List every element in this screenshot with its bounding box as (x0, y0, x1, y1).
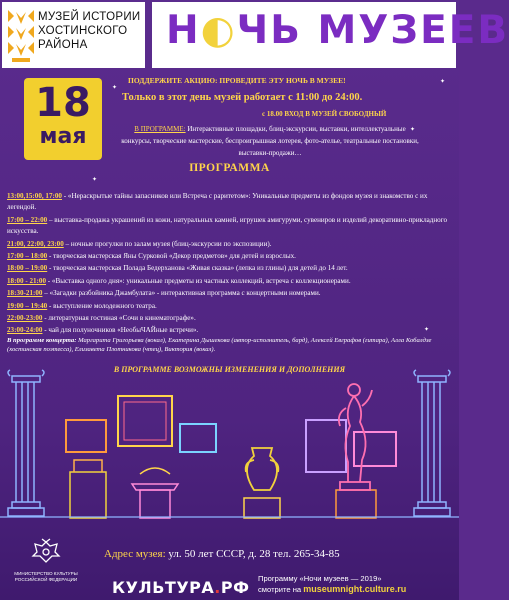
star-icon: ✦ (92, 177, 98, 183)
address-label: Адрес музея: (104, 548, 166, 560)
museum-illustration (0, 376, 459, 546)
kultura-logo (112, 578, 249, 597)
ministry-name: МИНИСТЕРСТВО КУЛЬТУРЫ РОССИЙСКОЙ ФЕДЕРАЦИИ (14, 571, 78, 582)
museum-logo (2, 2, 145, 68)
museum-night-prefix: смотрите на (258, 585, 304, 594)
schedule-item (7, 263, 457, 274)
star-icon: ✦ (112, 85, 118, 91)
schedule-time: 19:00 – 19:40 (7, 301, 48, 310)
schedule-text: - выступление молодежного театра. (47, 301, 157, 310)
free-entry-note: с 18.00 ВХОД В МУЗЕЙ СВОБОДНЫЙ (262, 110, 387, 118)
concert-lineup (7, 336, 455, 354)
address-text: ул. 50 лет СССР, д. 28 тел. 265-34-85 (165, 548, 340, 560)
exhibit-stands (70, 460, 376, 518)
museum-logo-icon (8, 10, 34, 62)
concert-label: В программе концерта: (7, 337, 77, 344)
schedule-time: 23:00-24:00 (7, 326, 43, 335)
schedule-text: – ночные прогулки по залам музея (блиц-экскурсии по экспозиции). (63, 239, 272, 248)
ministry-logo (6, 538, 86, 582)
schedule-item (7, 251, 457, 262)
program-intro (120, 123, 420, 159)
museum-name-line: ХОСТИНСКОГО (38, 25, 128, 37)
schedule-item (7, 288, 457, 299)
kultura-rf: РФ (220, 578, 250, 597)
schedule-text: - литературная гостиная «Сочи в кинематографе». (42, 314, 196, 323)
museum-name (38, 10, 140, 52)
schedule-item (7, 301, 457, 312)
schedule-text: – «Загадки разбойника Джамбулата» - интерактивная программа с концертными номерами. (42, 289, 321, 298)
kultura-main: КУЛЬТУРА (112, 578, 215, 597)
star-icon: ✦ (424, 327, 430, 333)
star-icon: ✦ (410, 127, 416, 133)
schedule-text: - «Выставка одного дня»: уникальные предметы из частных коллекций, встреча с коллекционерами. (46, 276, 351, 285)
support-call: ПОДДЕРЖИТЕ АКЦИЮ: ПРОВЕДИТЕ ЭТУ НОЧЬ В МУЗЕЕ! (128, 76, 346, 85)
right-column-icon (414, 370, 450, 516)
date-month: мая (39, 124, 87, 149)
title-part: ЧЬ МУЗЕЕВ (236, 8, 509, 53)
moon-icon: ◐ (200, 8, 237, 53)
museum-night-info (258, 574, 406, 595)
program-intro-text: Интерактивные площадки, блиц-экскурсии, выставки, интеллектуальные конкурсы, творческие мастерские, беспроигрышная лотерея, фото-ателье, театральные постановки, выставки-продажи… (121, 125, 419, 157)
title-banner (152, 2, 509, 68)
program-intro-label: В ПРОГРАММЕ: (134, 125, 186, 133)
concert-text: Маргарита Григорьева (вокал), Екатерина Дышекова (автор-исполнитель, бард), Алексей Евграфов (гитара), Алла Кобалдзе (хостинская поэтесса), Елизавета Плотникова (чтец), Виктория (вокал). (7, 337, 432, 353)
schedule-text: - творческая мастерская Яны Сурковой «Декор предметов» для детей и взрослых. (47, 252, 296, 261)
schedule-list (7, 191, 457, 338)
schedule-time: 18:00 - 21:00 (7, 276, 47, 285)
date-day: 18 (35, 80, 91, 126)
schedule-text: – выставка-продажа украшений из кожи, натуральных камней, игрушек амигуруми, сувениров и изделий декоративно-прикладного искусства. (7, 215, 447, 236)
museum-name-line: МУЗЕЙ ИСТОРИИ (38, 11, 141, 23)
museum-night-link[interactable]: museumnight.culture.ru (303, 584, 407, 594)
star-icon: ✦ (440, 79, 446, 85)
schedule-item (7, 313, 457, 324)
schedule-time: 18:30-21:00 (7, 289, 43, 298)
schedule-time: 21:00, 22:00, 23:00 (7, 239, 64, 248)
schedule-item (7, 191, 457, 214)
schedule-time: 17:00 – 18:00 (7, 252, 48, 261)
statue-icon (339, 384, 372, 490)
event-title (166, 8, 509, 53)
schedule-text: - творческая мастерская Полада Бедерханова «Живая сказка» (лепка из глины) для детей до 14 лет. (47, 264, 348, 273)
museum-night-line: Программу «Ночи музеев — 2019» (258, 574, 382, 583)
program-heading: ПРОГРАММА (189, 162, 270, 174)
left-column-icon (8, 370, 44, 516)
title-part: Н (166, 8, 201, 53)
schedule-time: 18:00 – 19:00 (7, 264, 48, 273)
changes-notice: В ПРОГРАММЕ ВОЗМОЖНЫ ИЗМЕНЕНИЯ И ДОПОЛНЕНИЯ (113, 365, 346, 374)
schedule-item (7, 276, 457, 287)
vase-icon (246, 448, 279, 490)
schedule-text: - чай для полуночников «НеобыЧАЙные встречи». (42, 326, 199, 335)
schedule-item (7, 239, 457, 250)
museum-address (104, 548, 340, 560)
date-badge (24, 78, 102, 160)
opening-hours: Только в этот день музей работает с 11:00 до 24:00. (122, 92, 363, 103)
museum-name-line: РАЙОНА (38, 39, 88, 51)
kultura-dot: . (214, 578, 221, 597)
schedule-item (7, 215, 457, 238)
schedule-text: - «Нераскрытые тайны запасников или Встреча с раритетом»: Уникальные предметы из фондов музея и знакомство с их легендой. (7, 192, 428, 212)
schedule-time: 17:00 – 22:00 (7, 215, 48, 224)
schedule-time: 13:00,15:00, 17:00 (7, 192, 62, 200)
emblem-icon (31, 538, 61, 564)
schedule-time: 22:00-23:00 (7, 314, 43, 323)
